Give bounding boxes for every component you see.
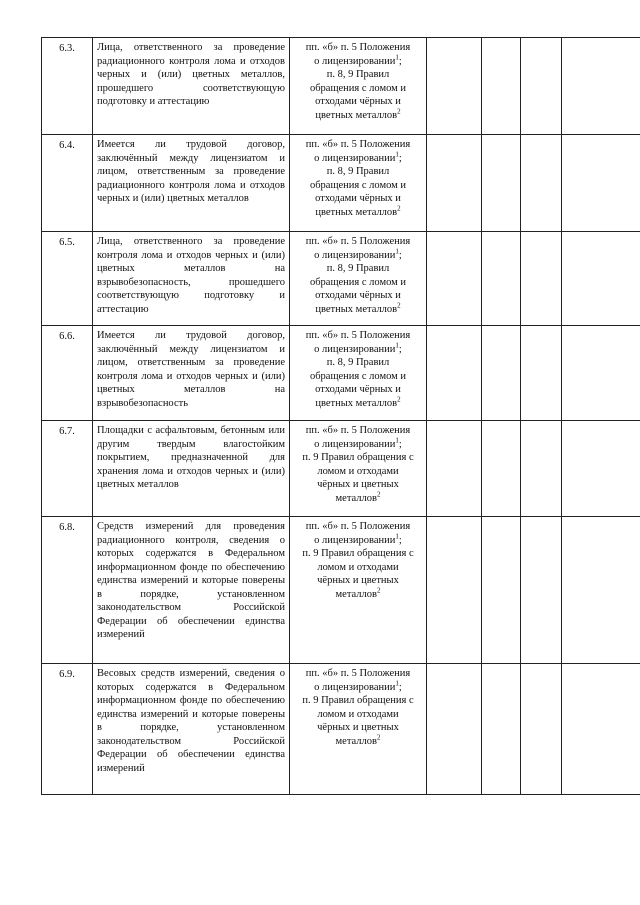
empty-cell[interactable] bbox=[521, 232, 562, 326]
ref-line: п. 8, 9 Правил bbox=[326, 69, 390, 80]
legal-reference bbox=[290, 664, 427, 795]
checklist-table bbox=[41, 37, 640, 795]
table-row bbox=[42, 135, 640, 232]
ref-line: ломом и отходами bbox=[317, 465, 399, 477]
empty-cell[interactable] bbox=[562, 326, 640, 421]
item-number: 6.4. bbox=[42, 135, 93, 232]
item-number: 6.6. bbox=[42, 326, 93, 421]
ref-line: пп. «б» п. 5 Положения bbox=[305, 521, 411, 532]
ref-line: ломом и отходами bbox=[317, 708, 399, 720]
ref-line: чёрных и цветных bbox=[317, 722, 399, 733]
requirement-text: Средств измерений для проведения радиационного контроля, сведения о которых содержатся в Федеральном информационном фонде по обеспечению единства измерений и которые поверены в порядке, установленном законодательством Российской Федерации об обеспечении единства измерений bbox=[93, 517, 290, 664]
ref-line: металлов$^2$ bbox=[335, 586, 381, 600]
empty-cell[interactable] bbox=[562, 135, 640, 232]
ref-line: отходами чёрных и bbox=[315, 384, 401, 395]
ref-line: п. 8, 9 Правил bbox=[326, 357, 390, 368]
empty-cell[interactable] bbox=[521, 517, 562, 664]
empty-cell[interactable] bbox=[427, 326, 482, 421]
empty-cell[interactable] bbox=[427, 135, 482, 232]
ref-line: отходами чёрных и bbox=[315, 193, 401, 204]
footnote-marker: 1 bbox=[395, 341, 399, 349]
ref-line: пп. «б» п. 5 Положения bbox=[305, 425, 411, 436]
empty-cell[interactable] bbox=[482, 232, 521, 326]
footnote-marker: 1 bbox=[395, 679, 399, 687]
footnote-marker: 1 bbox=[395, 532, 399, 540]
ref-line: цветных металлов$^2$ bbox=[315, 395, 401, 409]
table-row bbox=[42, 38, 640, 135]
item-number: 6.8. bbox=[42, 517, 93, 664]
ref-line: металлов$^2$ bbox=[335, 490, 381, 504]
ref-line: пп. «б» п. 5 Положения bbox=[305, 330, 411, 341]
empty-cell[interactable] bbox=[521, 38, 562, 135]
empty-cell[interactable] bbox=[482, 421, 521, 517]
item-number: 6.5. bbox=[42, 232, 93, 326]
empty-cell[interactable] bbox=[562, 517, 640, 664]
empty-cell[interactable] bbox=[482, 326, 521, 421]
legal-reference bbox=[290, 135, 427, 232]
footnote-marker: 2 bbox=[376, 733, 381, 741]
table-row bbox=[42, 326, 640, 421]
empty-cell[interactable] bbox=[427, 517, 482, 664]
ref-line: п. 9 Правил обращения с bbox=[302, 695, 414, 706]
footnote-marker: 2 bbox=[397, 107, 401, 115]
ref-line: п. 8, 9 Правил bbox=[326, 166, 390, 177]
ref-line: отходами чёрных и bbox=[315, 96, 401, 107]
ref-line: п. 9 Правил обращения с bbox=[302, 452, 414, 463]
footnote-marker: 2 bbox=[397, 204, 401, 212]
empty-cell[interactable] bbox=[482, 664, 521, 795]
legal-reference bbox=[290, 517, 427, 664]
footnote-marker: 2 bbox=[376, 490, 381, 498]
table-row bbox=[42, 421, 640, 517]
empty-cell[interactable] bbox=[562, 38, 640, 135]
table-row bbox=[42, 517, 640, 664]
empty-cell[interactable] bbox=[482, 135, 521, 232]
ref-line: обращения с ломом и bbox=[309, 179, 407, 191]
ref-line: пп. «б» п. 5 Положения bbox=[305, 139, 411, 150]
ref-line: пп. «б» п. 5 Положения bbox=[305, 236, 411, 247]
empty-cell[interactable] bbox=[562, 664, 640, 795]
empty-cell[interactable] bbox=[427, 421, 482, 517]
legal-reference bbox=[290, 232, 427, 326]
empty-cell[interactable] bbox=[521, 326, 562, 421]
ref-line: металлов$^2$ bbox=[335, 733, 381, 747]
empty-cell[interactable] bbox=[521, 421, 562, 517]
requirement-text: Имеется ли трудовой договор, заключённый между лицензиатом и лицом, ответственным за проведение контроля лома и отходов черных и (или) цветных металлов на взрывобезопасность bbox=[93, 326, 290, 421]
ref-line: цветных металлов$^2$ bbox=[315, 204, 401, 218]
footnote-marker: 1 bbox=[395, 436, 399, 444]
ref-line: о лицензировании$^1$; bbox=[314, 53, 402, 67]
ref-line: отходами чёрных и bbox=[315, 290, 401, 301]
footnote-marker: 2 bbox=[376, 586, 381, 594]
ref-line: обращения с ломом и bbox=[309, 370, 407, 382]
empty-cell[interactable] bbox=[482, 517, 521, 664]
footnote-marker: 1 bbox=[395, 247, 399, 255]
ref-line: о лицензировании$^1$; bbox=[314, 532, 402, 546]
ref-line: обращения с ломом и bbox=[309, 276, 407, 288]
footnote-marker: 2 bbox=[397, 301, 401, 309]
ref-line: ломом и отходами bbox=[317, 561, 399, 573]
requirement-text: Имеется ли трудовой договор, заключённый между лицензиатом и лицом, ответственным за проведение радиационного контроля лома и отходов черных и (или) цветных металлов bbox=[93, 135, 290, 232]
ref-line: цветных металлов$^2$ bbox=[315, 301, 401, 315]
requirement-text: Лица, ответственного за проведение радиационного контроля лома и отходов черных и (или) цветных металлов, прошедшего соответствующую подготовку и аттестацию bbox=[93, 38, 290, 135]
footnote-marker: 1 bbox=[395, 150, 399, 158]
ref-line: о лицензировании$^1$; bbox=[314, 150, 402, 164]
empty-cell[interactable] bbox=[521, 664, 562, 795]
requirement-text: Лица, ответственного за проведение контроля лома и отходов черных и (или) цветных металлов на взрывобезопасность, прошедшего соответствующую подготовку и аттестацию bbox=[93, 232, 290, 326]
ref-line: о лицензировании$^1$; bbox=[314, 247, 402, 261]
item-number: 6.9. bbox=[42, 664, 93, 795]
empty-cell[interactable] bbox=[427, 664, 482, 795]
requirement-text: Весовых средств измерений, сведения о которых содержатся в Федеральном информационном фонде по обеспечению единства измерений и которые поверены в порядке, установленном законодательством Российской Федерации об обеспечении единства измерений bbox=[93, 664, 290, 795]
legal-reference bbox=[290, 421, 427, 517]
ref-line: о лицензировании$^1$; bbox=[314, 436, 402, 450]
footnote-marker: 2 bbox=[397, 395, 401, 403]
empty-cell[interactable] bbox=[482, 38, 521, 135]
ref-line: п. 8, 9 Правил bbox=[326, 263, 390, 274]
empty-cell[interactable] bbox=[427, 232, 482, 326]
ref-line: чёрных и цветных bbox=[317, 479, 399, 490]
empty-cell[interactable] bbox=[562, 232, 640, 326]
empty-cell[interactable] bbox=[427, 38, 482, 135]
legal-reference bbox=[290, 38, 427, 135]
item-number: 6.3. bbox=[42, 38, 93, 135]
table-row bbox=[42, 232, 640, 326]
ref-line: обращения с ломом и bbox=[309, 82, 407, 94]
empty-cell[interactable] bbox=[562, 421, 640, 517]
item-number: 6.7. bbox=[42, 421, 93, 517]
ref-line: чёрных и цветных bbox=[317, 575, 399, 586]
empty-cell[interactable] bbox=[521, 135, 562, 232]
requirement-text: Площадки с асфальтовым, бетонным или другим твердым влагостойким покрытием, предназначенной для хранения лома и отходов черных и (или) цветных металлов bbox=[93, 421, 290, 517]
ref-line: о лицензировании$^1$; bbox=[314, 679, 402, 693]
ref-line: о лицензировании$^1$; bbox=[314, 341, 402, 355]
ref-line: цветных металлов$^2$ bbox=[315, 107, 401, 121]
ref-line: пп. «б» п. 5 Положения bbox=[305, 42, 411, 53]
ref-line: п. 9 Правил обращения с bbox=[302, 548, 414, 559]
footnote-marker: 1 bbox=[395, 53, 399, 61]
ref-line: пп. «б» п. 5 Положения bbox=[305, 668, 411, 679]
table-row bbox=[42, 664, 640, 795]
legal-reference bbox=[290, 326, 427, 421]
